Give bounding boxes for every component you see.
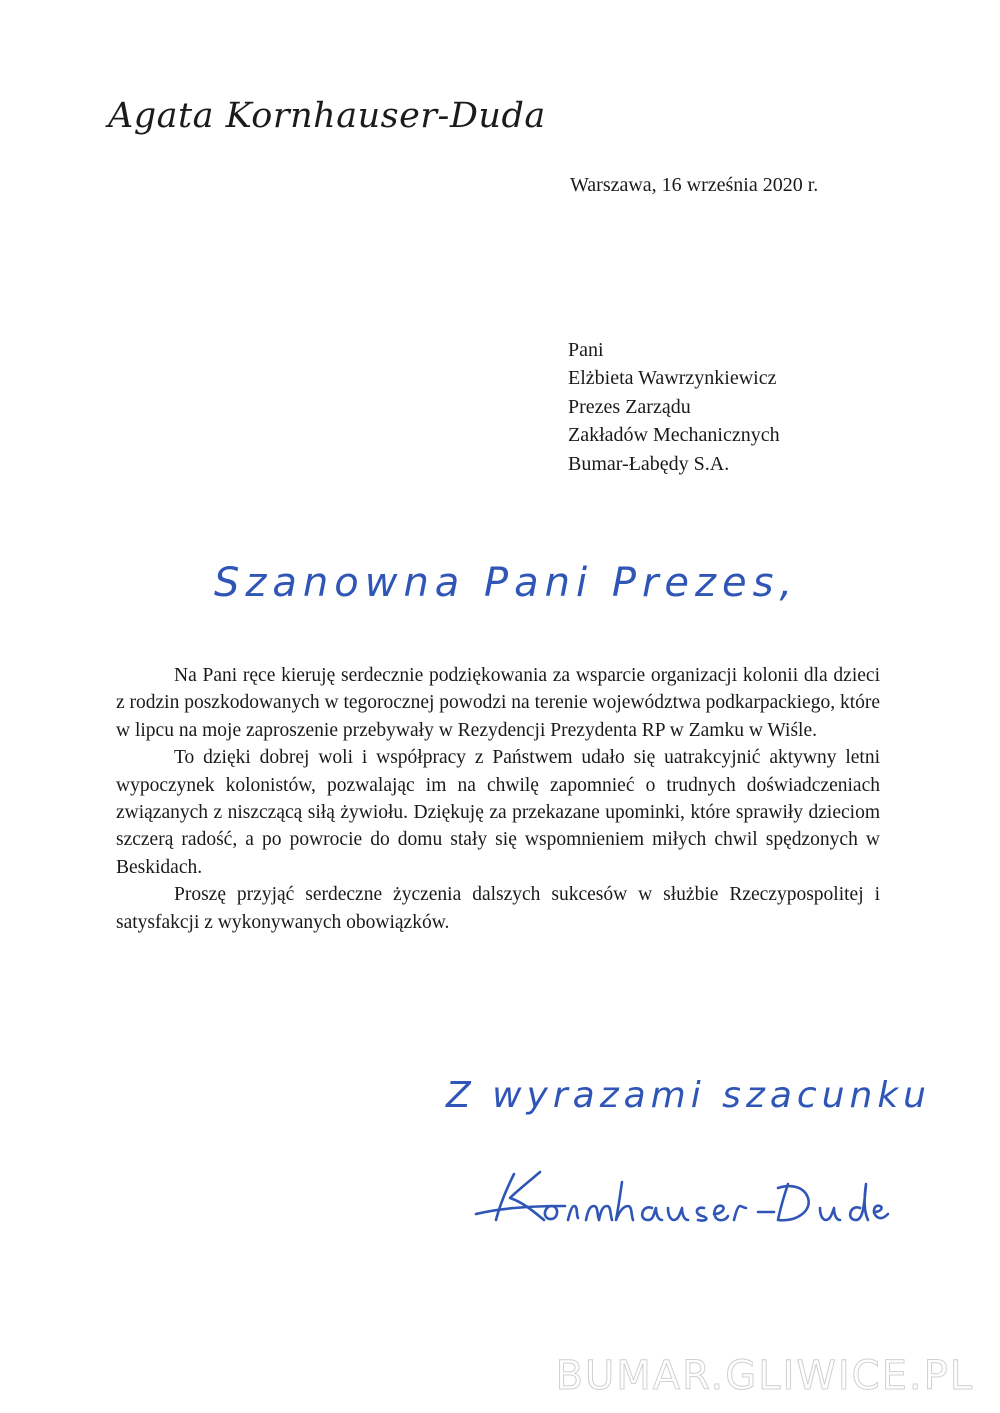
letter-date: Warszawa, 16 września 2020 r. xyxy=(570,174,819,196)
recipient-line: Zakładów Mechanicznych xyxy=(568,424,780,447)
recipient-address xyxy=(568,336,780,478)
watermark-text: BUMAR.GLIWICE.PL xyxy=(555,1353,974,1399)
letter-body xyxy=(116,662,880,936)
handwritten-greeting: Szanowna Pani Prezes, xyxy=(214,560,799,606)
handwritten-closing: Z wyrazami szacunku xyxy=(446,1075,931,1116)
recipient-line: Elżbieta Wawrzynkiewicz xyxy=(568,367,777,390)
body-paragraph: Proszę przyjąć serdeczne życzenia dalszych sukcesów w służbie Rzeczypospolitej i satysfakcji z wykonywanych obowiązków. xyxy=(116,884,880,933)
letterhead-name: Agata Kornhauser-Duda xyxy=(108,96,546,136)
recipient-line: Bumar-Łabędy S.A. xyxy=(568,452,730,475)
recipient-line: Pani xyxy=(568,339,604,361)
recipient-line: Prezes Zarządu xyxy=(568,395,691,418)
body-paragraph: To dzięki dobrej woli i współpracy z Państwem udało się uatrakcyjnić aktywny letni wypoczynek kolonistów, pozwalając im na chwilę zapomnieć o trudnych doświadczeniach związanych z niszczącą siłą żywiołu. Dziękuję za przekazane upominki, które sprawiły dzieciom szczerą radość, a po powrocie do domu stały się wspomnieniem miłych chwil spędzonych w Beskidach. xyxy=(116,747,880,878)
handwritten-signature xyxy=(470,1162,890,1232)
body-paragraph: Na Pani ręce kieruję serdecznie podziękowania za wsparcie organizacji kolonii dla dzieci z rodzin poszkodowanych w tegorocznej powodzi na terenie województwa podkarpackiego, które w lipcu na moje zaproszenie przebywały w Rezydencji Prezydenta RP w Zamku w Wiśle. xyxy=(116,665,881,741)
